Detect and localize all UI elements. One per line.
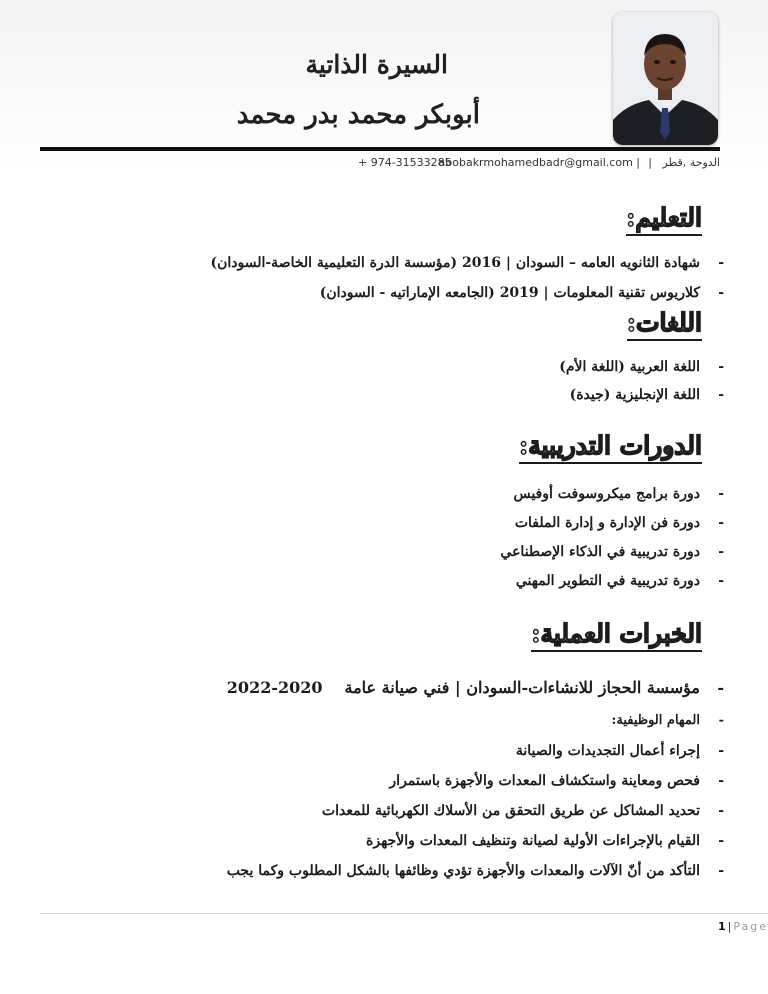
list-item: - دورة برامج ميكروسوفت أوفيس [500, 480, 724, 509]
list-item: - تحديد المشاكل عن طريق التحقق من الأسلاك الكهربائية للمعدات [227, 796, 724, 826]
list-item: - فحص ومعاينة واستكشاف المعدات والأجهزة باستمرار [227, 766, 724, 796]
list-item: - إجراء أعمال التجديدات والصيانة [227, 736, 724, 766]
list-item: - اللغة العربية (اللغة الأم) [559, 353, 724, 381]
job-title: مؤسسة الحجاز للانشاءات-السودان | فني صيانة عامة [344, 678, 700, 697]
page-number: 1 [717, 920, 728, 933]
job-entry [227, 670, 724, 706]
list-item: - دورة تدريبية في التطوير المهني [500, 567, 724, 596]
page-footer [718, 920, 768, 933]
contact-phone: + 974-31533285 [358, 156, 452, 169]
job-years: 2020-2022 [226, 678, 323, 697]
duties-label: - المهام الوظيفية: [227, 706, 724, 736]
document-title: السيرة الذاتية [305, 50, 448, 79]
contact-email[interactable]: abobakrmohamedbadr@gmail.com | [438, 156, 640, 169]
languages-list [559, 353, 724, 409]
page-word: Page [733, 920, 768, 933]
languages-heading: اللغات: [627, 309, 702, 341]
contact-separator: | [648, 156, 652, 169]
contact-line [40, 151, 720, 173]
list-item: - دورة فن الإدارة و إدارة الملفات [500, 509, 724, 538]
education-list [210, 248, 724, 308]
page-separator: | [727, 920, 734, 933]
list-item: - دورة تدريبية في الذكاء الإصطناعي [500, 538, 724, 567]
candidate-name: أبوبكر محمد بدر محمد [236, 100, 480, 130]
list-item: - كلاريوس تقنية المعلومات | 2019 (الجامعه الإماراتيه - السودان) [210, 278, 724, 308]
courses-heading: الدورات التدريبية: [519, 432, 702, 464]
person-portrait-icon [613, 12, 718, 145]
list-item: - القيام بالإجراءات الأولية لصيانة وتنظيف المعدات والأجهزة [227, 826, 724, 856]
experience-heading: الخبرات العملية: [531, 620, 702, 652]
footer-divider [40, 913, 768, 914]
list-item: - التأكد من أنّ الآلات والمعدات والأجهزة تؤدي وظائفها بالشكل المطلوب وكما يجب [227, 856, 724, 886]
profile-photo [613, 12, 718, 145]
education-heading: التعليم: [626, 204, 702, 236]
contact-location: الدوحة ,قطر [662, 156, 720, 169]
courses-list [500, 480, 724, 596]
experience-list [227, 670, 724, 886]
list-item: - اللغة الإنجليزية (جيدة) [559, 381, 724, 409]
list-item: - شهادة الثانويه العامه – السودان | 2016 (مؤسسة الدرة التعليمية الخاصة-السودان) [210, 248, 724, 278]
